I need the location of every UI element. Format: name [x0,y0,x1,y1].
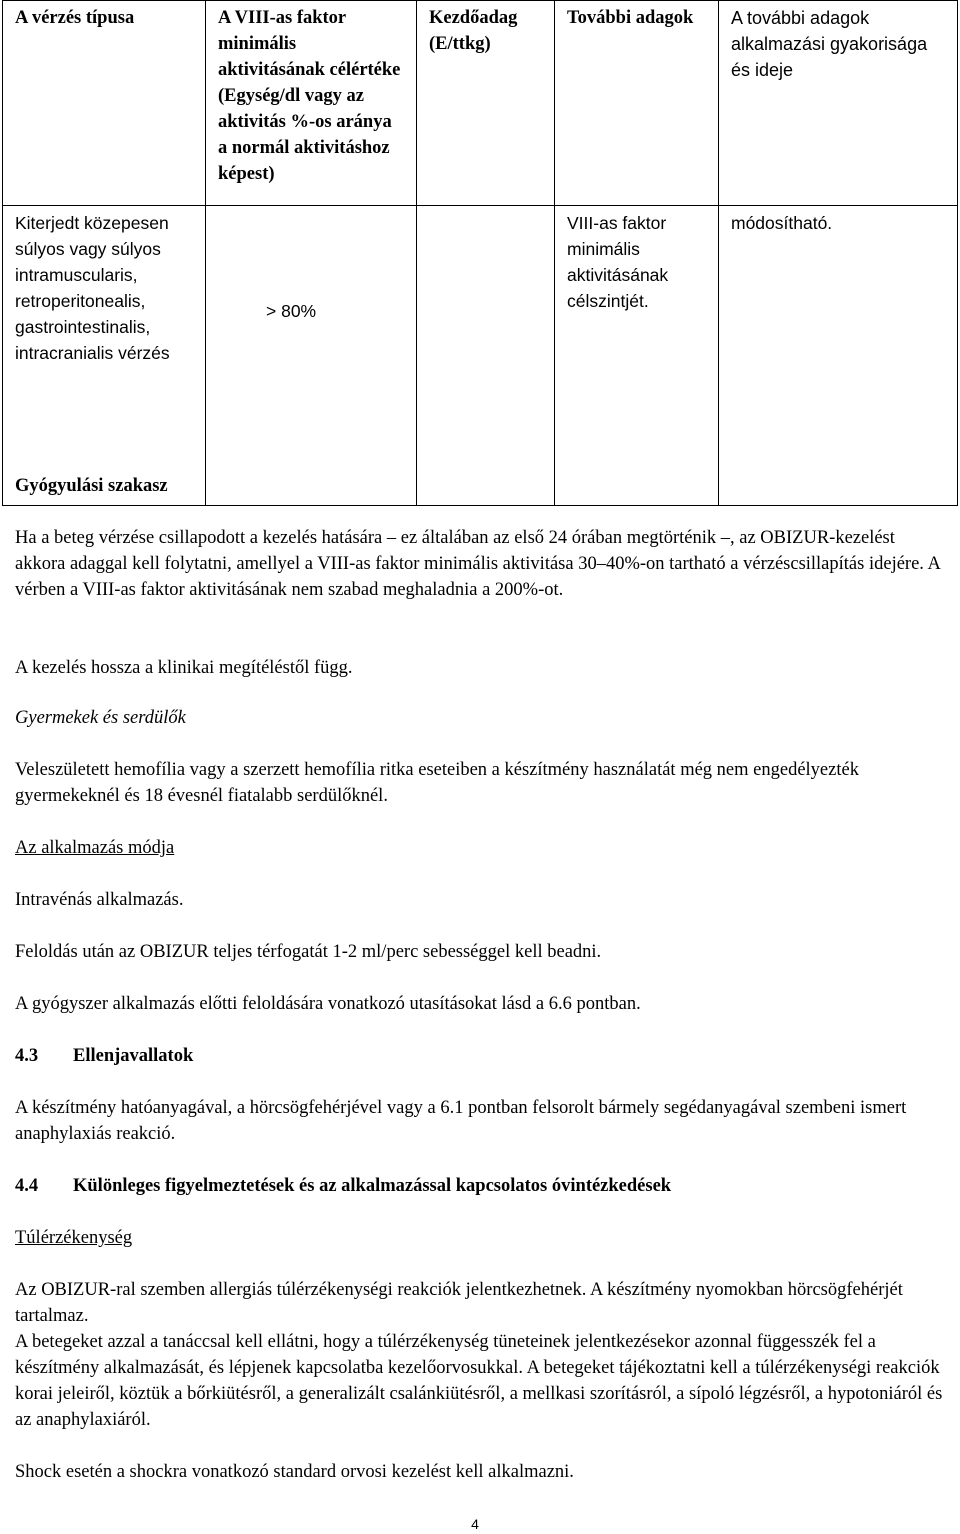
children-heading: Gyermekek és serdülők [15,708,186,728]
cell-further-doses: VIII-as faktor minimális aktivitásának célszintjét. [555,206,719,506]
dosing-table [2,0,958,506]
contraindications-text: A készítmény hatóanyagával, a hörcsögfehérjével vagy a 6.1 pontban felsorolt bármely segédanyagával szembeni ismert anaphylaxiás reakció. [15,1098,907,1144]
administration-reference: A gyógyszer alkalmazás előtti feloldására vonatkozó utasításokat lásd a 6.6 pontban. [15,994,641,1014]
section-4-3-heading [15,1043,946,1069]
administration-rate: Feloldás után az OBIZUR teljes térfogatát 1-2 ml/perc sebességgel kell beadni. [15,942,602,962]
section-4-3-number: 4.3 [15,1046,39,1066]
hypersensitivity-text-2: A betegeket azzal a tanáccsal kell ellátni, hogy a túlérzékenység tüneteinek jelentkezésekor azonnal függesszék fel a készítmény alkalmazását, és lépjenek kapcsolatba kezelőorvosukkal. A betegeket tájékoztatni kell a túlérzékenységi reakciók korai jeleiről, köztük a bőrkiütésről, a generalizált csalánkiütésről, a mellkasi szorításról, a sípoló légzésről, a hypotoniáról és az anaphylaxiáról. [15,1332,943,1430]
recovery-text: Ha a beteg vérzése csillapodott a kezelés hatására – ez általában az első 24 órában megtörténik –, az OBIZUR-kezelést akkora adaggal kell folytatni, amellyel a VIII-as faktor minimális aktivitása 30–40%-on tartható a vérzéscsillapítás idejére. A vérben a VIII-as faktor aktivitásának nem szabad meghaladnia a 200%-ot. [15,528,940,600]
section-4-3-title: Ellenjavallatok [73,1046,194,1066]
header-bleeding-type: A vérzés típusa [3,1,206,206]
children-text: Veleszületett hemofília vagy a szerzett hemofília ritka eseteiben a készítmény használatát még nem engedélyezték gyermekeknél és 18 évesnél fiatalabb serdülőknél. [15,760,859,806]
recovery-heading: Gyógyulási szakasz [15,476,168,496]
hypersensitivity-text-1: Az OBIZUR-ral szemben allergiás túlérzékenységi reakciók jelentkezhetnek. A készítmény nyomokban hörcsögfehérjét tartalmaz. [15,1280,903,1326]
cell-target: > 80% [206,206,417,506]
hypersensitivity-heading: Túlérzékenység [15,1228,133,1248]
header-frequency: A további adagok alkalmazási gyakorisága és ideje [719,1,958,206]
section-4-4-number: 4.4 [15,1176,39,1196]
section-4-4-heading [15,1173,946,1199]
cell-frequency: módosítható. [719,206,958,506]
administration-heading: Az alkalmazás módja [15,838,175,858]
administration-iv: Intravénás alkalmazás. [15,890,184,910]
section-4-4-title: Különleges figyelmeztetések és az alkalmazással kapcsolatos óvintézkedések [73,1176,672,1196]
table-header-row [3,1,958,206]
header-further-doses: További adagok [555,1,719,206]
shock-text: Shock esetén a shockra vonatkozó standard orvosi kezelést kell alkalmazni. [15,1462,574,1482]
cell-initial-dose [417,206,555,506]
page-number: 4 [471,1516,479,1532]
duration-text: A kezelés hossza a klinikai megítéléstől függ. [15,658,353,678]
header-initial-dose: Kezdőadag (E/ttkg) [417,1,555,206]
cell-bleeding-type: Kiterjedt közepesen súlyos vagy súlyos intramuscularis, retroperitonealis, gastrointestinalis, intracranialis vérzés [3,206,206,506]
header-target-activity: A VIII-as faktor minimális aktivitásának célértéke (Egység/dl vagy az aktivitás %-os aránya a normál aktivitáshoz képest) [206,1,417,206]
table-row [3,206,958,506]
